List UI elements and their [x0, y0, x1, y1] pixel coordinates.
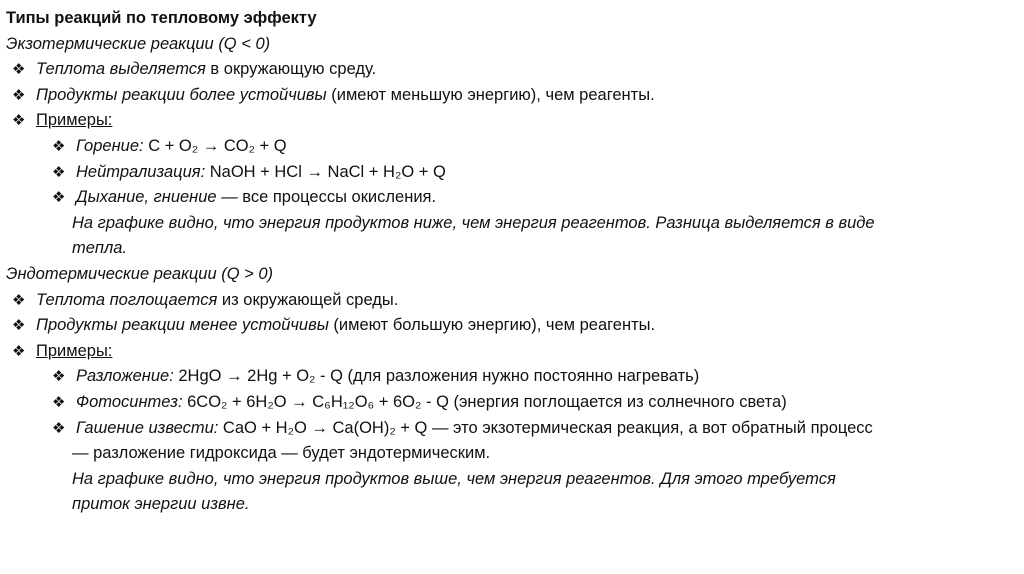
- exo-bullet-stability-text: (имеют меньшую энергию), чем реагенты.: [326, 85, 655, 104]
- diamond-bullet-icon: ❖: [12, 86, 26, 104]
- exo-example-combustion-equation: C + O₂ → CO₂ + Q: [143, 136, 287, 155]
- endo-bullet-stability: [6, 313, 1018, 339]
- endo-bullet-stability-text: (имеют большую энергию), чем реагенты.: [328, 316, 656, 335]
- endo-bullet-heat-emph: Теплота поглощается: [36, 290, 218, 309]
- endo-bullet-heat-text: из окружающей среды.: [217, 290, 399, 309]
- endo-examples-label: [6, 339, 1018, 365]
- exo-example-neutralization-equation: NaOH + HCl → NaCl + H₂O + Q: [205, 162, 446, 181]
- endo-example-decomposition: [6, 364, 1018, 390]
- endo-example-slaking: [6, 416, 1018, 442]
- exo-heading: Экзотермические реакции (Q < 0): [6, 34, 271, 53]
- diamond-bullet-icon: ❖: [12, 112, 26, 130]
- endo-example-slaking-label: Гашение извести:: [76, 418, 219, 437]
- diamond-bullet-icon: ❖: [52, 393, 66, 411]
- endo-examples-label-text: Примеры:: [36, 341, 113, 360]
- exo-bullet-stability-emph: Продукты реакции более устойчивы: [36, 85, 327, 104]
- exo-example-combustion-label: Горение:: [76, 136, 144, 155]
- endo-example-photosynthesis-equation: 6CO₂ + 6H₂O → C₆H₁₂O₆ + 6O₂ - Q (энергия поглощается из солнечного света): [182, 392, 787, 411]
- endo-note-line-1: На графике видно, что энергия продуктов выше, чем энергия реагентов. Для этого требуется: [72, 469, 836, 488]
- exo-example-combustion: [6, 134, 1018, 160]
- exo-bullet-stability: [6, 83, 1018, 109]
- endo-bullet-stability-emph: Продукты реакции менее устойчивы: [36, 316, 329, 335]
- diamond-bullet-icon: ❖: [52, 163, 66, 181]
- exo-note-line-2: тепла.: [72, 239, 128, 258]
- diamond-bullet-icon: ❖: [12, 317, 26, 335]
- endo-example-photosynthesis: [6, 390, 1018, 416]
- diamond-bullet-icon: ❖: [52, 419, 66, 437]
- diamond-bullet-icon: ❖: [52, 368, 66, 386]
- exo-example-respiration-text: — все процессы окисления.: [216, 188, 437, 207]
- slide-title: Типы реакций по тепловому эффекту: [6, 9, 317, 27]
- exo-bullet-heat-emph: Теплота выделяется: [36, 60, 206, 79]
- exo-example-neutralization-label: Нейтрализация:: [76, 162, 206, 181]
- diamond-bullet-icon: ❖: [52, 137, 66, 155]
- exo-example-respiration-label: Дыхание, гниение: [76, 188, 217, 207]
- endo-heading: Эндотермические реакции (Q > 0): [6, 264, 274, 283]
- endo-example-slaking-equation: CaO + H₂O → Ca(OH)₂ + Q — это экзотермическая реакция, а вот обратный процесс: [218, 418, 873, 437]
- endo-note-line-2: приток энергии извне.: [72, 495, 250, 514]
- endo-example-decomposition-label: Разложение:: [76, 367, 174, 386]
- endo-bullet-heat: [6, 288, 1018, 314]
- exo-bullet-heat-text: в окружающую среду.: [205, 60, 377, 79]
- exo-examples-label-text: Примеры:: [36, 111, 113, 130]
- exo-note-line-1: На графике видно, что энергия продуктов ниже, чем энергия реагентов. Разница выделяется в виде: [72, 213, 875, 232]
- endo-example-slaking-continued: — разложение гидроксида — будет эндотермическим.: [72, 444, 491, 463]
- exo-example-neutralization: [6, 160, 1018, 186]
- exo-examples-label: [6, 108, 1018, 134]
- diamond-bullet-icon: ❖: [52, 189, 66, 207]
- diamond-bullet-icon: ❖: [12, 342, 26, 360]
- exo-bullet-heat: [6, 57, 1018, 83]
- diamond-bullet-icon: ❖: [12, 61, 26, 79]
- slide-content: [6, 6, 1018, 518]
- endo-example-photosynthesis-label: Фотосинтез:: [76, 392, 183, 411]
- diamond-bullet-icon: ❖: [12, 291, 26, 309]
- exo-example-respiration: [6, 185, 1018, 211]
- endo-example-decomposition-equation: 2HgO → 2Hg + O₂ - Q (для разложения нужно постоянно нагревать): [173, 367, 700, 386]
